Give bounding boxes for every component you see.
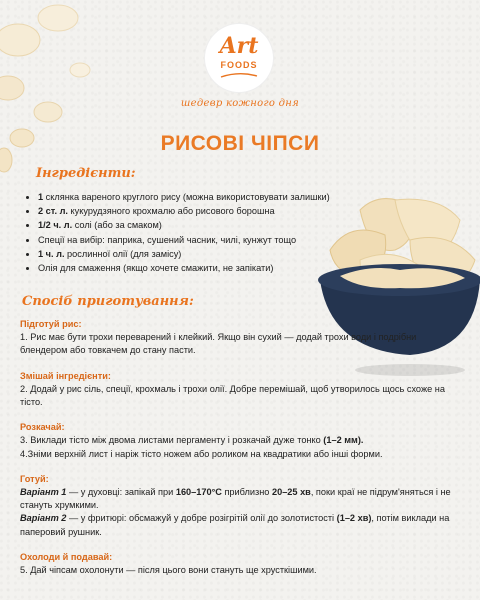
ingredient-item: • Спеції на вибір: паприка, сушений часник, чилі, кунжут тощо <box>38 233 358 247</box>
step-title: Готуй: <box>20 473 49 484</box>
step-title: Підготуй рис: <box>20 319 82 329</box>
step-text: 4.Зніми верхній лист і наріж тісто ножем або роликом на квадратики або інші форми. <box>20 448 383 459</box>
method-steps <box>20 318 460 589</box>
step-title: Розкачай: <box>20 422 65 433</box>
step-text: 2. Додай у рис сіль, спеції, крохмаль і трохи олії. Добре перемішай, щоб утворилось щось схоже на тісто. <box>20 383 445 408</box>
step-roll <box>20 421 460 461</box>
ingredients-list <box>22 190 358 275</box>
logo-foods-text: FOODS <box>220 60 258 70</box>
variant-1-text: Варіант 1 — у духовці: запікай при 160–170°C приблизно 20–25 хв, поки краї не підрум'яняться і не стануть хрумкими. <box>20 487 451 511</box>
step-title: Охолоди й подавай: <box>20 551 113 562</box>
step-cool-serve <box>20 551 460 577</box>
step-cook <box>20 473 460 539</box>
brand-logo <box>205 24 273 92</box>
ingredient-item: • 1 склянка вареного круглого рису (можна використовувати залишки) <box>38 190 358 204</box>
ingredient-item: • Олія для смаження (якщо хочете смажити, не запікати) <box>38 261 358 275</box>
step-text: 3. Виклади тісто між двома листами пергаменту і розкачай дуже тонко (1–2 мм). <box>20 435 364 446</box>
step-text: 5. Дай чіпсам охолонути — після цього вони стануть ще хрусткішими. <box>20 565 317 576</box>
logo-art-text: Art <box>219 33 259 59</box>
step-title: Змішай інгредієнти: <box>20 370 111 381</box>
ingredients-heading: Інгредієнти: <box>36 166 136 181</box>
brand-slogan: шедевр кожного дня <box>180 98 300 109</box>
step-prepare-rice <box>20 318 460 358</box>
ingredient-item: • 1 ч. л. рослинної олії (для замісу) <box>38 247 358 261</box>
recipe-title: РИСОВІ ЧІПСИ <box>160 132 320 155</box>
ingredient-item: • 1/2 ч. л. солі (або за смаком) <box>38 218 358 232</box>
step-mix <box>20 370 460 410</box>
method-heading: Спосіб приготування: <box>22 294 194 309</box>
logo-swoosh-icon <box>219 72 259 80</box>
variant-2-text: Варіант 2 — у фритюрі: обсмажуй у добре розігрітій олії до золотистості (1–2 хв), потім виклади на паперовий рушник. <box>20 513 450 537</box>
ingredient-item: • 2 ст. л. кукурудзяного крохмалю або рисового борошна <box>38 204 358 218</box>
step-text: 1. Рис має бути трохи переварений і клейкий. Якщо він сухий — додай трохи води і подрібни блендером або товкачем до стану пасти. <box>20 332 417 356</box>
